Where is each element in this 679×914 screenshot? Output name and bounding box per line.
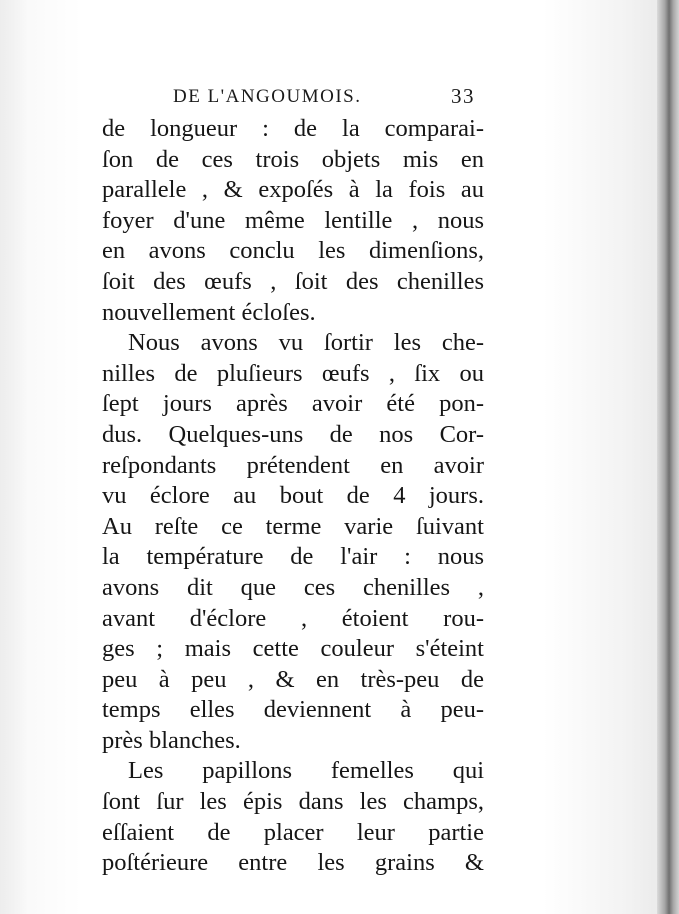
text-line: de longueur : de la comparai- <box>102 115 484 142</box>
text-line: parallele , & expoſés à la fois au <box>102 176 484 204</box>
text-line: près blanches. <box>102 726 241 754</box>
running-title: DE L'ANGOUMOIS. <box>173 86 362 107</box>
text-line: avons dit que ces chenilles , <box>102 573 484 601</box>
page-edge <box>657 0 679 914</box>
text-line: la température de l'air : nous <box>102 543 484 571</box>
text-line: ſept jours après avoir été pon- <box>102 390 484 418</box>
text-line: ſon de ces trois objets mis en <box>102 145 484 173</box>
text-line: eſſaient de placer leur partie <box>102 818 484 846</box>
text-line: en avons conclu les dimenſions, <box>102 237 484 265</box>
text-line: avant d'éclore , étoient rou- <box>102 604 484 632</box>
text-line: ges ; mais cette couleur s'éteint <box>102 635 484 663</box>
text-line: Nous avons vu ſortir les che- <box>128 329 484 357</box>
text-line: ſoit des œufs , ſoit des chenilles <box>102 267 484 295</box>
text-line: ſont ſur les épis dans les champs, <box>102 788 484 816</box>
text-line: foyer d'une même lentille , nous <box>102 206 484 234</box>
text-line: dus. Quelques-uns de nos Cor- <box>102 420 484 448</box>
text-line: peu à peu , & en très-peu de <box>102 665 484 693</box>
text-line: temps elles deviennent à peu- <box>102 696 484 724</box>
running-head <box>103 86 483 112</box>
text-line: nouvellement écloſes. <box>102 298 316 326</box>
text-line: vu éclore au bout de 4 jours. <box>102 482 484 510</box>
text-line: Au reſte ce terme varie ſuivant <box>102 512 484 540</box>
text-line: poſtérieure entre les grains & <box>102 849 484 877</box>
page-gutter-shadow <box>0 0 28 914</box>
text-line: nilles de pluſieurs œufs , ſix ou <box>102 359 484 387</box>
body-text <box>102 114 484 879</box>
text-line: reſpondants prétendent en avoir <box>102 451 484 479</box>
page-number: 33 <box>451 84 475 108</box>
text-line: Les papillons femelles qui <box>128 757 484 785</box>
